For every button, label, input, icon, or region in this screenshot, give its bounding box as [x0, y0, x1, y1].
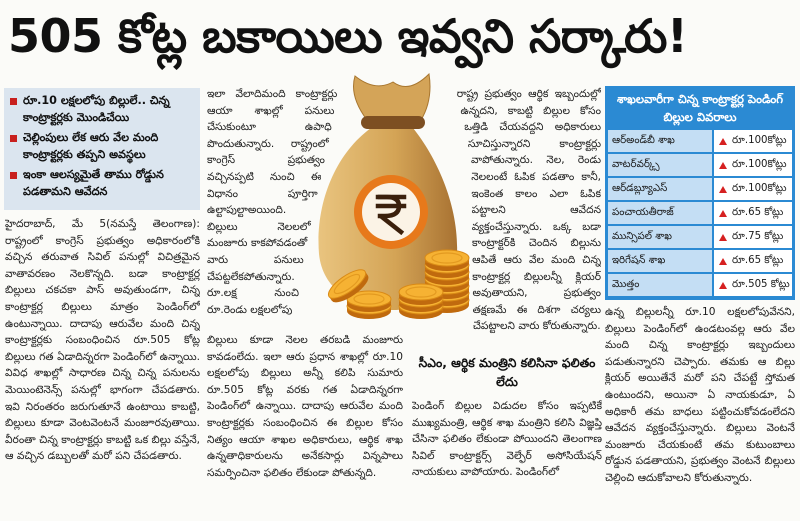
highlight-text: ఇంకా ఆలస్యమైతే తాము రోడ్డున పడతామని ఆవేదన — [23, 168, 164, 198]
red-triangle-icon — [719, 162, 727, 169]
table-row — [608, 154, 792, 176]
amount-text: రూ.505 కోట్లు — [732, 279, 790, 290]
red-triangle-icon — [719, 258, 727, 265]
highlight-item — [10, 130, 195, 163]
coin-stack-middle — [399, 284, 443, 319]
amount-cell — [714, 202, 792, 224]
highlights-box — [4, 88, 200, 210]
amount-cell — [714, 130, 792, 152]
department-cell: ఇరిగేషన్ శాఖ — [608, 250, 712, 272]
department-cell: ఆర్‌డబ్ల్యూఎస్ — [608, 178, 712, 200]
red-triangle-icon — [719, 282, 727, 289]
article-column-1: హైదరాబాద్, మే 5(నమస్తే తెలంగాణ): రాష్ట్రంలో కాంగ్రెస్ ప్రభుత్వం అధికారంలోకి వచ్చిన తరువాత సివిల్ పనుల్లో విచిత్రమైన వాతావరణం నెలకొన్నది. బడా కాంట్రాక్టర్ల బిల్లులు చకచకా పాస్ అవుతుండగా, చిన్న కాంట్రాక్టర్ల బిల్లులు మాత్రం పెండింగ్‌లో ఉంటున్నాయి. దాదాపు ఆరువేల మంది చిన్న కాంట్రాక్టర్లకు సంబంధించిన రూ.505 కోట్ల బిల్లులు గత ఏడాదిన్నరగా పెండింగ్‌లో ఉన్నాయి. వివిధ శాఖల్లో సాధారణ చిన్న చిన్న పనులను మెయింటెనెన్స్ పనుల్లో భాగంగా చేపడతారు. ఇవి నిరంతరం జరుగుతూనే ఉంటాయి కాబట్టి, బిల్లులు కూడా వెంటవెంటనే మంజూరవుతాయి. వీరంతా చిన్న కాంట్రాక్టర్లు కాబట్టి ఒక బిల్లు వస్తేనే, ఆ వచ్చిన డబ్బులతో మరో పని చేపడతారు. — [5, 218, 200, 463]
red-square-bullet-icon — [10, 135, 17, 142]
amount-text: రూ.75 కోట్లు — [732, 231, 784, 242]
table-row — [608, 130, 792, 152]
article-column-2-bottom: బిల్లులు కూడా నెలల తరబడి మంజూరు కావడంలేదు. ఇలా ఆరు ప్రధాన శాఖల్లో రూ.10 లక్షలలోపు బిల్లులు అన్నీ కలిపి సుమారు రూ.505 కోట్ల వరకు గత ఏడాదిన్నరగా పెండింగ్‌లో ఉన్నాయి. దాదాపు ఆరువేల మంది కాంట్రాక్టర్లకు సంబంధించిన ఈ బిల్లుల కోసం నిత్యం ఆయా శాఖల అధికారులు, ఆర్థిక శాఖ ఉన్నతాధికారులను అనేకసార్లు విన్నపాలు సమర్పించినా ఫలితం లేకుండా పోతున్నది. — [207, 334, 403, 479]
red-square-bullet-icon — [10, 172, 17, 179]
article-column-3-bottom: పెండింగ్ బిల్లుల విడుదల కోసం ఇప్పటికే ముఖ్యమంత్రి, ఆర్థిక శాఖ మంత్రిని కలిసి విజ్ఞప్తి చేసినా ఫలితం లేకుండా పోయిందని తెలంగాణ సివిల్ కాంట్రాక్టర్స్ వెల్ఫేర్ అసోసియేషన్ నాయకులు వాపోయారు. పెండింగ్‌లో — [412, 400, 602, 479]
total-amount-cell — [714, 274, 792, 296]
department-cell: ఆర్‌అండ్‌బీ శాఖ — [608, 130, 712, 152]
highlight-text: రూ.10 లక్షలలోపు బిల్లులే.. చిన్న కాంట్రాక్టర్లకు మొండిచేయి — [23, 94, 170, 124]
table-row — [608, 250, 792, 272]
department-cell: వాటర్‌వర్క్స్ — [608, 154, 712, 176]
amount-text: రూ.100కోట్లు — [732, 183, 787, 194]
red-square-bullet-icon — [10, 98, 17, 105]
table-row — [608, 226, 792, 248]
red-triangle-icon — [719, 210, 727, 217]
amount-text: రూ.65 కోట్లు — [732, 207, 784, 218]
amount-cell — [714, 226, 792, 248]
highlight-text: చెల్లింపులు లేక ఆరు వేల మంది కాంట్రాక్టర్లకు తప్పని అవస్థలు — [23, 131, 159, 161]
table-row — [608, 178, 792, 200]
table-row-total — [608, 274, 792, 296]
article-column-3-top-text: రాష్ట్ర ప్రభుత్వం ఆర్థిక ఇబ్బందుల్లో ఉన్నదని, కాబట్టి బిల్లుల కోసం ఒత్తిడి చేయవద్దని అధికారులు సూచిస్తున్నారని కాంట్రాక్టర్లు వాపోతున్నారు. నెల, రెండు నెలలంటే ఓపిక పడతాం కానీ, ఇంకెంత కాలం ఎలా ఓపిక పట్టాలని ఆవేదన వ్యక్తంచేస్తున్నారు. ఒక్క బడా కాంట్రాక్టర్‌కి చెందిన బిల్లును ఆపితే ఆరు వేల మంది చిన్న కాంట్రాక్టర్ల బిల్లులన్నీ క్లియర్ అవుతాయని, ప్రభుత్వం తక్షణమే ఈ దిశగా చర్యలు చేపట్టాలని వారు కోరుతున్నారు. — [456, 88, 601, 333]
amount-cell — [714, 178, 792, 200]
amount-cell — [714, 250, 792, 272]
pending-bills-table — [605, 86, 795, 300]
article-column-2-top-text: ఇలా వేలాదిమంది కాంట్రాక్టర్లు ఆయా శాఖల్లో పనులు చేసుకుంటూ ఉపాధి పొందుతున్నారు. రాష్ట్రంలో కాంగ్రెస్ ప్రభుత్వం వచ్చినప్పటి నుంచి ఈ విధానం పూర్తిగా ఉల్టాపుల్టాఅయింది. బిల్లులు నెలలలో మంజూరు కాకపోవడంతో వారు పనులు చేపట్టలేకపోతున్నారు. రూ.లక్ష నుంచి రూ.రెండు లక్షలలోపు — [207, 88, 338, 316]
rupee-money-bag-icon — [305, 72, 490, 317]
article-column-4: ఉన్న బిల్లులన్నీ రూ.10 లక్షలలోపువేనని, బిల్లులు పెండింగ్‌లో ఉండటంవల్ల ఆరు వేల మంది చిన్న కాంట్రాక్టర్లు ఇబ్బందులు పడుతున్నారని చెప్పారు. తమకు ఆ బిల్లు క్లియర్ అయితేనే మరో పని చేపట్టే స్తోమత ఉంటుందని, అయినా ఏ నాయకుడూ, ఏ అధికారీ తమ బాధలు పట్టించుకోవడంలేదని ఆవేదన వ్యక్తంచేస్తున్నారు. బిల్లులు వెంటనే మంజూరు చేయకుంటే తమ కుటుంబాలు రోడ్డున పడతాయని, ప్రభుత్వం వెంటనే బిల్లులు చెల్లించి ఆదుకోవాలని కోరుతున్నారు. — [605, 306, 795, 484]
highlight-item — [10, 167, 195, 200]
department-cell: మున్సిపల్ శాఖ — [608, 226, 712, 248]
amount-text: రూ.100కోట్లు — [732, 135, 787, 146]
highlight-item — [10, 93, 195, 126]
table-title: శాఖలవారీగా చిన్న కాంట్రాక్టర్ల పెండింగ్ బిల్లుల వివరాలు — [616, 92, 784, 124]
headline: 505 కోట్ల బకాయిలు ఇవ్వని సర్కారు! — [8, 9, 688, 63]
total-label-cell: మొత్తం — [608, 274, 712, 296]
red-triangle-icon — [719, 138, 727, 145]
bag-flaps — [354, 74, 431, 120]
red-triangle-icon — [719, 186, 727, 193]
red-triangle-icon — [719, 234, 727, 241]
amount-cell — [714, 154, 792, 176]
subheading: సీఎం, ఆర్థిక మంత్రిని కలిసినా ఫలితం లేదు — [418, 356, 596, 389]
amount-text: రూ.100కోట్లు — [732, 159, 787, 170]
bag-rope — [361, 116, 425, 129]
table-row — [608, 202, 792, 224]
amount-text: రూ.65 కోట్లు — [732, 255, 784, 266]
department-cell: పంచాయతీరాజ్ — [608, 202, 712, 224]
